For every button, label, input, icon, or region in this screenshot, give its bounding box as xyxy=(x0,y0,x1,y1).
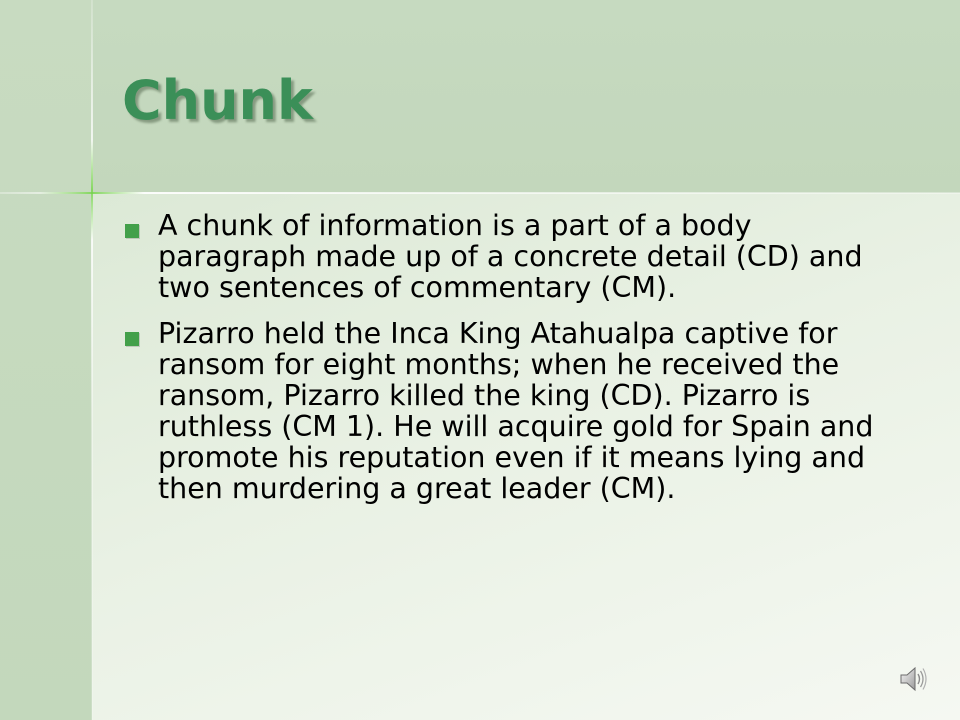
bullet-text: A chunk of information is a part of a body paragraph made up of a concrete detail (CD) and two sentences of commentary (CM). xyxy=(158,209,863,304)
bullet-item xyxy=(122,210,882,303)
bullet-text: Pizarro held the Inca King Atahualpa captive for ransom for eight months; when he received the ransom, Pizarro killed the king (CD). Pizarro is ruthless (CM 1). He will acquire gold for Spain and promote his reputation even if it means lying and then murdering a great leader (CM). xyxy=(158,317,874,505)
sparkle-horizontal xyxy=(40,192,144,194)
bullet-square-icon xyxy=(125,224,139,238)
bullet-list xyxy=(122,210,882,519)
speaker-icon[interactable] xyxy=(898,664,928,694)
bullet-item xyxy=(122,318,882,504)
speaker-icon-graphic xyxy=(898,664,928,694)
horizontal-divider xyxy=(0,192,960,194)
vertical-divider xyxy=(91,0,93,720)
slide-title: Chunk xyxy=(122,69,313,132)
bullet-square-icon xyxy=(125,332,139,346)
sparkle-vertical xyxy=(91,140,93,240)
left-band xyxy=(0,0,92,720)
